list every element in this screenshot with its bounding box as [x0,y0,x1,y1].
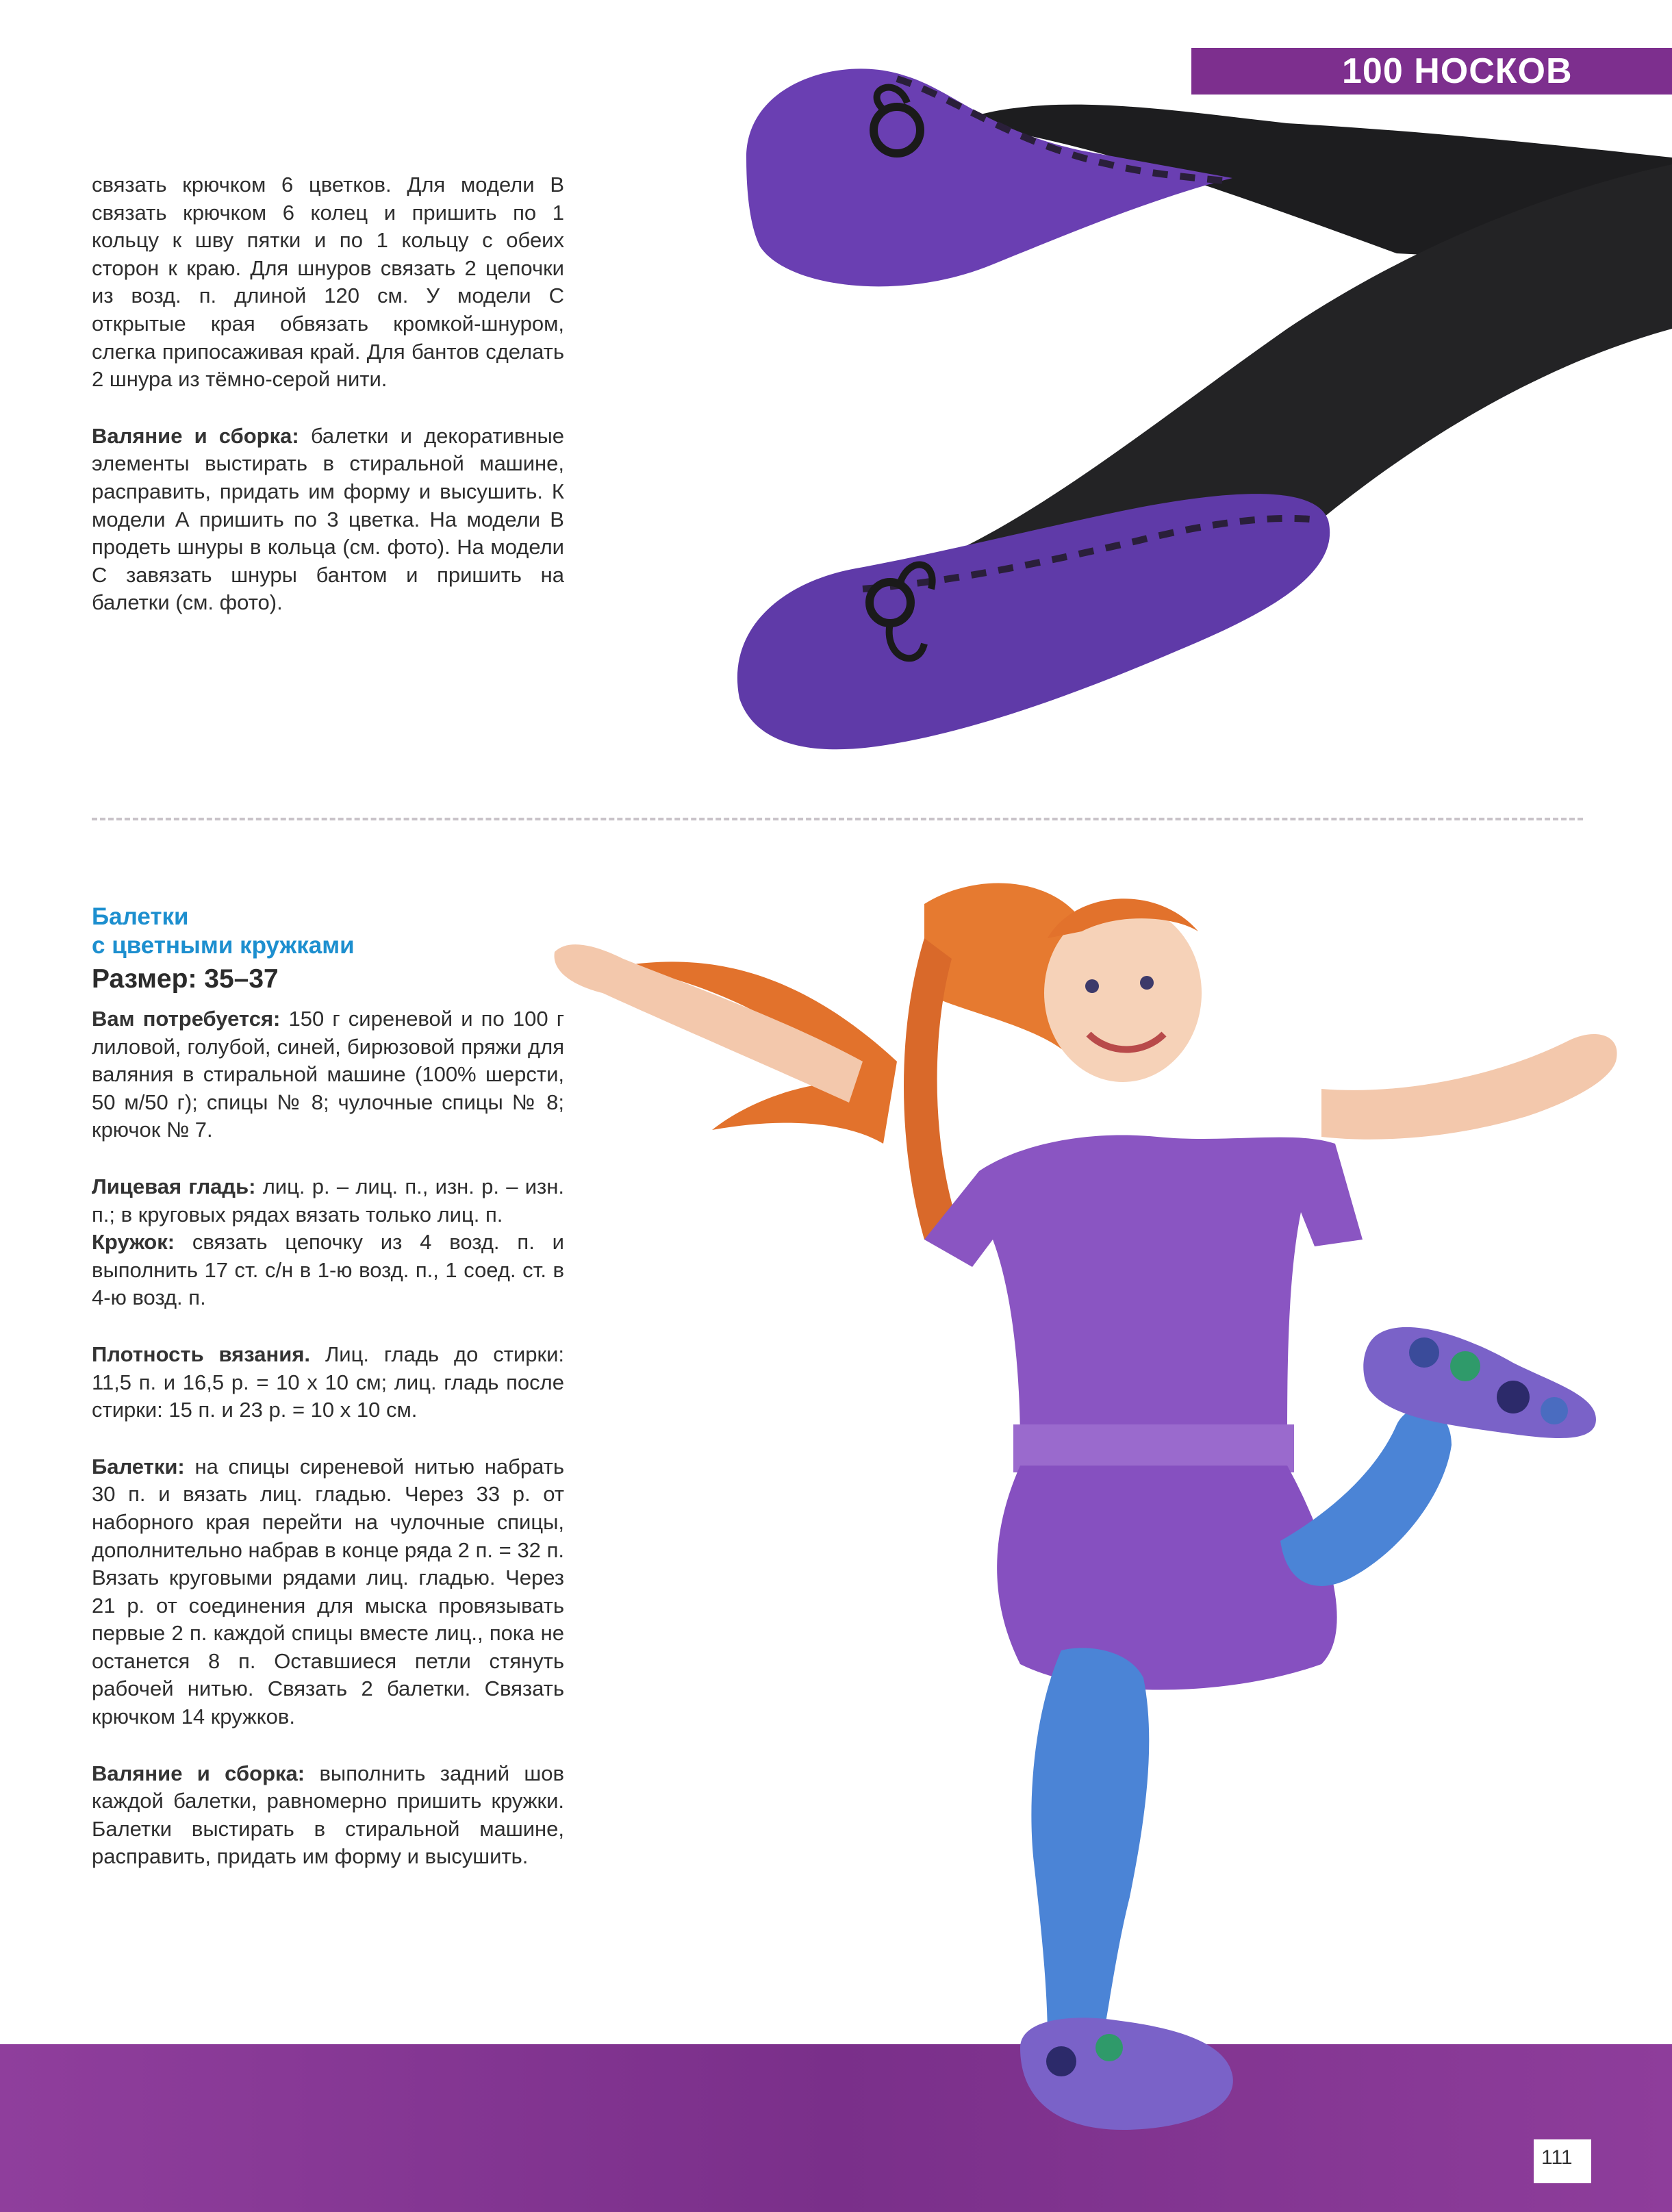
instructions-column [92,1005,564,1871]
top-p2-label: Валяние и сборка: [92,423,299,448]
circle-label: Кружок: [92,1230,175,1255]
top-paragraph-1: связать крючком 6 цветков. Для модели В связать крючком 6 колец и пришить по 1 кольцу к шву пятки и по 1 кольцу с обеих сторон к краю. Для шнуров связать 2 цепочки из возд. п. длиной 120 см. У модели С открытые края обвязать кромкой-шнуром, слегка припосаживая край. Для бантов сделать 2 шнура из тёмно-серой нити. [92,173,564,392]
assembly-text: выполнить задний шов каждой балетки, равномерно пришить кружки. Балетки выстирать в стиральной машине, расправить, придать им форму и высушить. [92,1761,564,1869]
assembly-label: Валяние и сборка: [92,1761,305,1785]
lower-shoe [737,494,1330,749]
top-paragraph-2 [92,423,564,617]
slippers-paragraph [92,1453,564,1731]
dress-top [924,1135,1363,1445]
circle-text: связать цепочку из 4 возд. п. и выполнить 17 ст. с/н в 1-ю возд. п., 1 соед. ст. в 4-ю возд. п. [92,1230,564,1310]
stitch-paragraph [92,1173,564,1229]
gauge-label: Плотность вязания. [92,1342,311,1366]
ballet-flats-photo [726,41,1672,801]
slippers-label: Балетки: [92,1454,185,1479]
slippers-text: на спицы сиреневой нитью набрать 30 п. и вязать лиц. гладью. Через 33 р. от наборного края перейти на чулочные спицы, дополнительно набрав в конце ряда 2 п. = 32 п. Вязать круговыми рядами лиц. гладью. Через 21 р. от соединения для мыска провязывать первые 2 п. каждой спицы вместе лиц., пока не останется 8 п. Оставшиеся петли стянуть рабочей нитью. Связать 2 балетки. Связать крючком 14 кружков. [92,1454,564,1729]
section-title-line-2: с цветными кружками [92,932,355,959]
header-title: 100 НОСКОВ [1342,51,1573,91]
stitch-label: Лицевая гладь: [92,1174,256,1198]
stitch-text: лиц. р. – лиц. п., изн. р. – изн. п.; в круговых рядах вязать только лиц. п. [92,1174,564,1227]
gauge-text: Лиц. гладь до стирки: 11,5 п. и 16,5 р. = 10 х 10 см; лиц. гладь после стирки: 15 п. и 23 р. = 10 х 10 см. [92,1342,565,1422]
circle-paragraph [92,1229,564,1312]
materials-paragraph [92,1005,564,1144]
left-leg [1031,1648,1149,2041]
section-size: Размер: 35–37 [92,964,279,994]
right-arm [1321,1034,1617,1140]
assembly-paragraph [92,1760,564,1871]
materials-label: Вам потребуется: [92,1007,281,1031]
belt [1013,1424,1294,1472]
section-title-line-1: Балетки [92,903,189,930]
page-number: 111 [1541,2146,1573,2169]
skirt [997,1466,1337,1690]
gauge-paragraph [92,1341,564,1424]
top-text-column [92,171,564,617]
section-title [92,903,355,960]
upper-shoe [746,68,1232,286]
materials-text: 150 г сиреневой и по 100 г лиловой, голубой, синей, бирюзовой пряжи для валяния в стиральной машине (100% шерсти, 50 м/50 г); спицы № 8; чулочные спицы № 8; крючок № 7. [92,1007,564,1142]
standing-shoe [1020,2018,1233,2130]
top-p2-text: балетки и декоративные элементы выстирать в стиральной машине, расправить, придать им форму и высушить. К модели А пришить по 3 цветка. На модели В продеть шнуры в кольца (см. фото). На модели С завязать шнуры бантом и пришить на балетки (см. фото). [92,423,564,615]
right-leg [1280,1408,1452,1586]
section-divider [92,818,1583,820]
girl-photo [541,856,1650,2212]
